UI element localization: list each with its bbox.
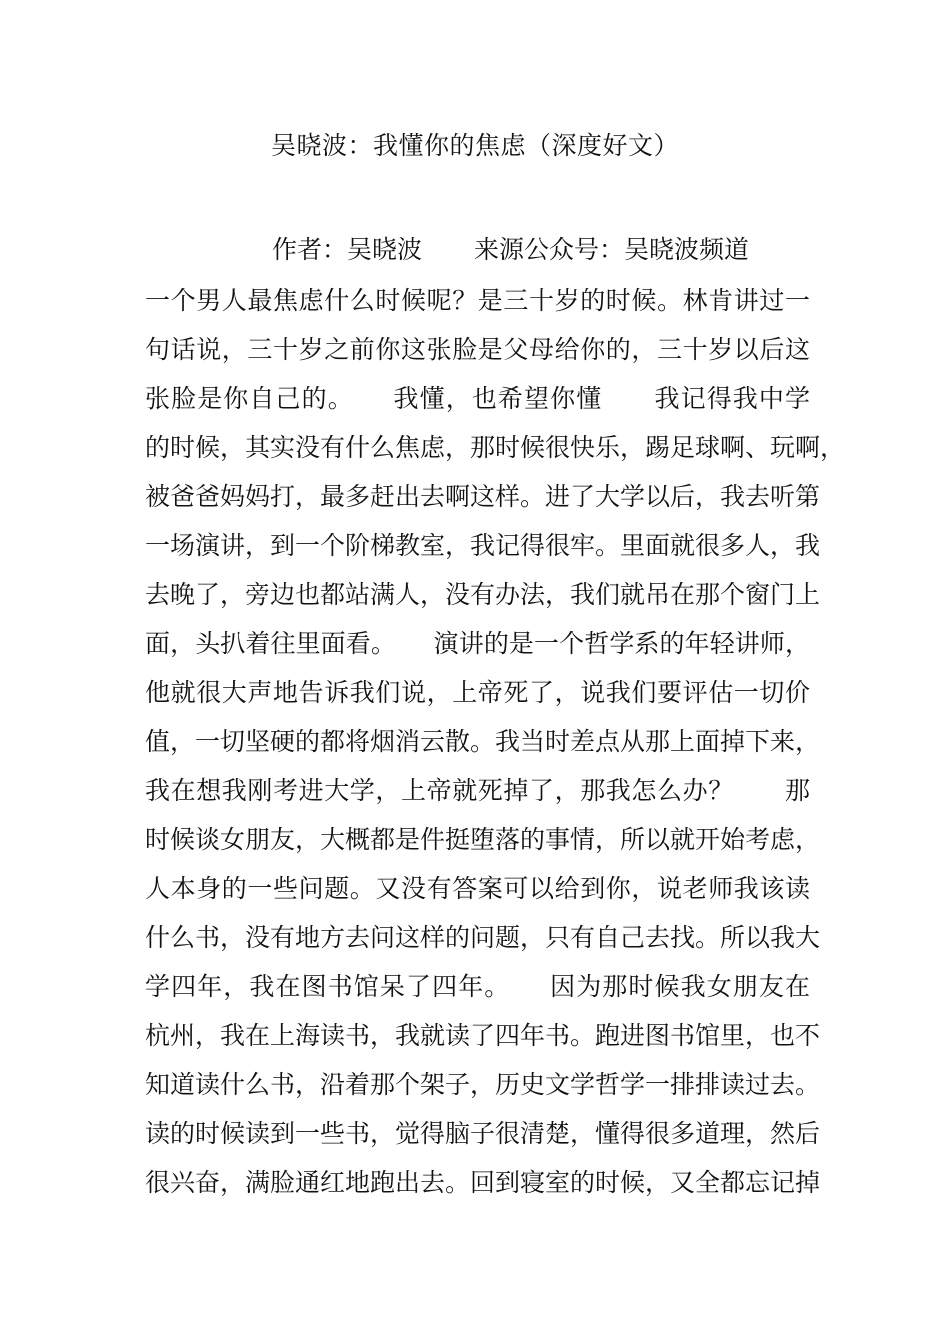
body-line: 面，头扒着往里面看。 演讲的是一个哲学系的年轻讲师， <box>145 629 810 658</box>
body-line: 去晚了，旁边也都站满人，没有办法，我们就吊在那个窗门上 <box>145 580 821 609</box>
body-line: 读的时候读到一些书，觉得脑子很清楚，懂得很多道理，然后 <box>145 1119 821 1148</box>
article-title: 吴晓波：我懂你的焦虑（深度好文） <box>270 131 679 160</box>
body-line: 我在想我刚考进大学，上帝就死掉了，那我怎么办？ 那 <box>145 776 810 805</box>
body-line: 什么书，没有地方去问这样的问题，只有自己去找。所以我大 <box>145 923 821 952</box>
body-line: 被爸爸妈妈打，最多赶出去啊这样。进了大学以后，我去听第 <box>145 482 821 511</box>
body-line: 的时候，其实没有什么焦虑，那时候很快乐，踢足球啊、玩啊， <box>145 433 846 462</box>
body-line: 一个男人最焦虑什么时候呢？是三十岁的时候。林肯讲过一 <box>145 286 810 315</box>
byline <box>272 232 749 268</box>
source-credit: 来源公众号：吴晓波频道 <box>474 235 750 264</box>
author-credit: 作者：吴晓波 <box>272 235 423 264</box>
body-line: 时候谈女朋友，大概都是件挺堕落的事情，所以就开始考虑， <box>145 825 821 854</box>
body-line: 很兴奋，满脸通红地跑出去。回到寝室的时候，又全都忘记掉 <box>145 1168 821 1197</box>
body-line: 杭州，我在上海读书，我就读了四年书。跑进图书馆里，也不 <box>145 1021 821 1050</box>
body-line: 句话说，三十岁之前你这张脸是父母给你的，三十岁以后这 <box>145 335 810 364</box>
body-line: 人本身的一些问题。又没有答案可以给到你，说老师我该读 <box>145 874 810 903</box>
body-line: 他就很大声地告诉我们说，上帝死了，说我们要评估一切价 <box>145 678 810 707</box>
body-line: 值，一切坚硬的都将烟消云散。我当时差点从那上面掉下来， <box>145 727 821 756</box>
body-line: 学四年，我在图书馆呆了四年。 因为那时候我女朋友在 <box>145 972 810 1001</box>
body-line: 知道读什么书，沿着那个架子，历史文学哲学一排排读过去。 <box>145 1070 821 1099</box>
body-line: 一场演讲，到一个阶梯教室，我记得很牢。里面就很多人，我 <box>145 531 821 560</box>
article-body <box>145 283 846 1214</box>
body-line: 张脸是你自己的。 我懂，也希望你懂 我记得我中学 <box>145 384 810 413</box>
